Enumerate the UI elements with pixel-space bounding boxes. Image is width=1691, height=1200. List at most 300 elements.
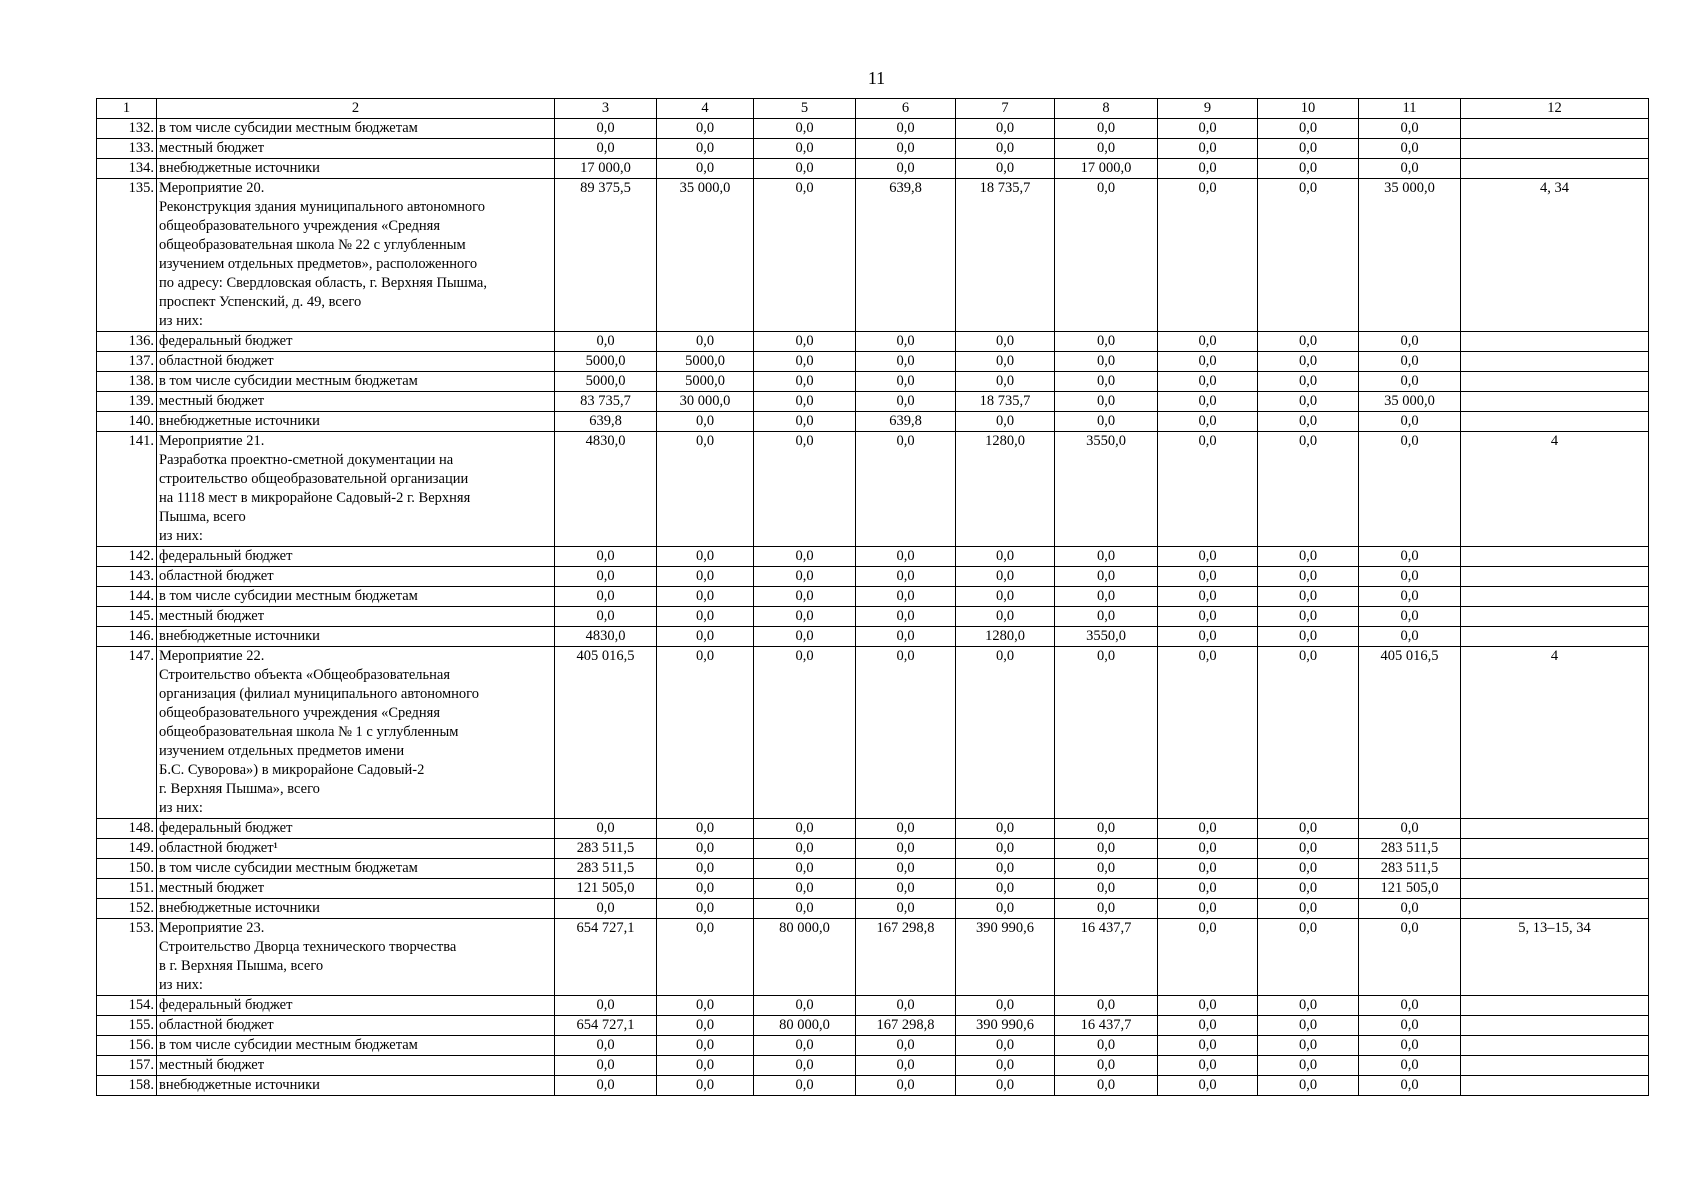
value-cell: 167 298,8: [856, 1016, 956, 1036]
value-cell: 0,0: [956, 819, 1055, 839]
value-cell: 0,0: [1055, 607, 1158, 627]
row-description: [157, 1076, 555, 1096]
value-cell: 0,0: [1258, 859, 1359, 879]
description-line: в том числе субсидии местным бюджетам: [159, 588, 418, 604]
value-cell: 639,8: [856, 179, 956, 332]
value-cell: 0,0: [1258, 547, 1359, 567]
table-row: [97, 587, 1649, 607]
column-header: 7: [956, 99, 1055, 119]
value-cell: 0,0: [1158, 332, 1258, 352]
row-description: [157, 996, 555, 1016]
value-cell: 16 437,7: [1055, 919, 1158, 996]
description-line: федеральный бюджет: [159, 333, 293, 349]
value-cell: 0,0: [1258, 332, 1359, 352]
value-cell: 0,0: [657, 627, 754, 647]
column-header: 3: [555, 99, 657, 119]
value-cell: 0,0: [856, 587, 956, 607]
table-row: [97, 372, 1649, 392]
column-number-row: [97, 99, 1649, 119]
value-cell: 0,0: [856, 879, 956, 899]
value-cell: 0,0: [956, 859, 1055, 879]
description-line: местный бюджет: [159, 393, 265, 409]
value-cell: 0,0: [1258, 392, 1359, 412]
value-cell: 0,0: [1258, 1056, 1359, 1076]
value-cell: 0,0: [1359, 1056, 1461, 1076]
description-line: из них:: [159, 313, 203, 329]
target-indicator-numbers: [1461, 996, 1649, 1016]
table-row: [97, 412, 1649, 432]
table-row: [97, 819, 1649, 839]
value-cell: 0,0: [1055, 119, 1158, 139]
value-cell: 0,0: [956, 996, 1055, 1016]
value-cell: 0,0: [1359, 372, 1461, 392]
value-cell: 0,0: [1359, 1036, 1461, 1056]
value-cell: 0,0: [657, 607, 754, 627]
value-cell: 0,0: [754, 1056, 856, 1076]
value-cell: 0,0: [1158, 996, 1258, 1016]
row-number: 139.: [97, 392, 157, 412]
value-cell: 0,0: [657, 879, 754, 899]
target-indicator-numbers: [1461, 159, 1649, 179]
value-cell: 0,0: [1258, 819, 1359, 839]
value-cell: 0,0: [754, 819, 856, 839]
column-header: 11: [1359, 99, 1461, 119]
table-row: [97, 332, 1649, 352]
value-cell: 0,0: [956, 159, 1055, 179]
value-cell: 0,0: [657, 1056, 754, 1076]
value-cell: 0,0: [856, 567, 956, 587]
value-cell: 4830,0: [555, 627, 657, 647]
row-description: [157, 179, 555, 332]
value-cell: 0,0: [1359, 352, 1461, 372]
value-cell: 0,0: [754, 839, 856, 859]
value-cell: 0,0: [1359, 587, 1461, 607]
value-cell: 0,0: [1055, 179, 1158, 332]
table-row: [97, 392, 1649, 412]
value-cell: 0,0: [1158, 607, 1258, 627]
value-cell: 0,0: [1158, 352, 1258, 372]
row-description: [157, 159, 555, 179]
row-description: [157, 919, 555, 996]
value-cell: 0,0: [1359, 412, 1461, 432]
value-cell: 0,0: [1359, 899, 1461, 919]
target-indicator-numbers: [1461, 627, 1649, 647]
value-cell: 0,0: [856, 819, 956, 839]
table-row: [97, 996, 1649, 1016]
row-description: [157, 119, 555, 139]
column-header: 6: [856, 99, 956, 119]
value-cell: 0,0: [1359, 119, 1461, 139]
description-line: строительство общеобразовательной организации: [159, 471, 469, 487]
value-cell: 0,0: [1258, 996, 1359, 1016]
row-description: [157, 332, 555, 352]
value-cell: 0,0: [1158, 372, 1258, 392]
value-cell: 0,0: [1158, 392, 1258, 412]
value-cell: 0,0: [555, 547, 657, 567]
value-cell: 0,0: [856, 332, 956, 352]
value-cell: 0,0: [1055, 567, 1158, 587]
row-description: [157, 1016, 555, 1036]
row-description: [157, 879, 555, 899]
value-cell: 0,0: [1258, 352, 1359, 372]
value-cell: 167 298,8: [856, 919, 956, 996]
value-cell: 0,0: [1158, 919, 1258, 996]
description-line: внебюджетные источники: [159, 1077, 320, 1093]
value-cell: 0,0: [1158, 819, 1258, 839]
description-line: Строительство объекта «Общеобразовательная: [159, 667, 451, 683]
value-cell: 0,0: [856, 627, 956, 647]
description-line: г. Верхняя Пышма», всего: [159, 781, 320, 797]
value-cell: 0,0: [754, 996, 856, 1016]
value-cell: 0,0: [1359, 607, 1461, 627]
row-description: [157, 1056, 555, 1076]
value-cell: 0,0: [956, 1076, 1055, 1096]
value-cell: 0,0: [956, 587, 1055, 607]
description-line: общеобразовательного учреждения «Средняя: [159, 705, 441, 721]
value-cell: 0,0: [754, 432, 856, 547]
row-description: [157, 627, 555, 647]
value-cell: 0,0: [1258, 879, 1359, 899]
value-cell: 0,0: [1359, 159, 1461, 179]
value-cell: 18 735,7: [956, 392, 1055, 412]
value-cell: 3550,0: [1055, 432, 1158, 547]
value-cell: 0,0: [1359, 919, 1461, 996]
table-row: [97, 879, 1649, 899]
value-cell: 0,0: [1158, 859, 1258, 879]
value-cell: 0,0: [1055, 859, 1158, 879]
description-line: Разработка проектно-сметной документации на: [159, 452, 454, 468]
value-cell: 0,0: [1055, 412, 1158, 432]
description-line: изучением отдельных предметов», расположенного: [159, 256, 478, 272]
value-cell: 0,0: [956, 899, 1055, 919]
value-cell: 0,0: [1158, 1036, 1258, 1056]
value-cell: 639,8: [555, 412, 657, 432]
value-cell: 0,0: [657, 159, 754, 179]
value-cell: 0,0: [1359, 996, 1461, 1016]
table-body: [97, 99, 1649, 1096]
row-number: 156.: [97, 1036, 157, 1056]
row-number: 144.: [97, 587, 157, 607]
value-cell: 0,0: [657, 859, 754, 879]
value-cell: 0,0: [754, 332, 856, 352]
value-cell: 0,0: [1258, 1016, 1359, 1036]
value-cell: 0,0: [1158, 139, 1258, 159]
value-cell: 0,0: [754, 567, 856, 587]
value-cell: 0,0: [1158, 647, 1258, 819]
value-cell: 0,0: [956, 372, 1055, 392]
value-cell: 80 000,0: [754, 919, 856, 996]
value-cell: 0,0: [1258, 1076, 1359, 1096]
table-row: [97, 547, 1649, 567]
description-line: в том числе субсидии местным бюджетам: [159, 373, 418, 389]
value-cell: 0,0: [1055, 587, 1158, 607]
row-number: 155.: [97, 1016, 157, 1036]
target-indicator-numbers: [1461, 859, 1649, 879]
value-cell: 0,0: [754, 547, 856, 567]
value-cell: 89 375,5: [555, 179, 657, 332]
table-row: [97, 1036, 1649, 1056]
value-cell: 0,0: [555, 119, 657, 139]
value-cell: 0,0: [754, 647, 856, 819]
row-description: [157, 839, 555, 859]
value-cell: 0,0: [657, 547, 754, 567]
value-cell: 0,0: [1359, 547, 1461, 567]
description-line: местный бюджет: [159, 608, 265, 624]
value-cell: 0,0: [956, 839, 1055, 859]
row-number: 142.: [97, 547, 157, 567]
value-cell: 0,0: [1359, 1076, 1461, 1096]
value-cell: 654 727,1: [555, 1016, 657, 1036]
value-cell: 0,0: [555, 567, 657, 587]
target-indicator-numbers: [1461, 547, 1649, 567]
value-cell: 0,0: [1258, 607, 1359, 627]
value-cell: 0,0: [1258, 139, 1359, 159]
row-number: 146.: [97, 627, 157, 647]
value-cell: 0,0: [956, 647, 1055, 819]
value-cell: 0,0: [754, 372, 856, 392]
value-cell: 0,0: [1055, 547, 1158, 567]
target-indicator-numbers: [1461, 332, 1649, 352]
value-cell: 0,0: [555, 1076, 657, 1096]
value-cell: 0,0: [1258, 432, 1359, 547]
description-line: Мероприятие 23.: [159, 920, 265, 936]
value-cell: 0,0: [956, 119, 1055, 139]
value-cell: 0,0: [1158, 179, 1258, 332]
description-line: в г. Верхняя Пышма, всего: [159, 958, 324, 974]
value-cell: 0,0: [1258, 839, 1359, 859]
description-line: внебюджетные источники: [159, 628, 320, 644]
description-line: Мероприятие 20.: [159, 180, 265, 196]
value-cell: 0,0: [856, 372, 956, 392]
row-number: 137.: [97, 352, 157, 372]
target-indicator-numbers: [1461, 1036, 1649, 1056]
value-cell: 283 511,5: [555, 839, 657, 859]
value-cell: 0,0: [754, 899, 856, 919]
description-line: из них:: [159, 800, 203, 816]
description-line: Строительство Дворца технического творчества: [159, 939, 457, 955]
description-line: по адресу: Свердловская область, г. Верхняя Пышма,: [159, 275, 487, 291]
value-cell: 0,0: [1258, 587, 1359, 607]
value-cell: 0,0: [1055, 1056, 1158, 1076]
row-number: 150.: [97, 859, 157, 879]
value-cell: 283 511,5: [555, 859, 657, 879]
value-cell: 0,0: [1055, 352, 1158, 372]
target-indicator-numbers: [1461, 352, 1649, 372]
row-number: 154.: [97, 996, 157, 1016]
value-cell: 0,0: [856, 159, 956, 179]
value-cell: 0,0: [754, 1036, 856, 1056]
value-cell: 0,0: [754, 607, 856, 627]
value-cell: 0,0: [1258, 919, 1359, 996]
target-indicator-numbers: [1461, 1016, 1649, 1036]
value-cell: 0,0: [1158, 879, 1258, 899]
value-cell: 0,0: [956, 567, 1055, 587]
table-row: [97, 899, 1649, 919]
value-cell: 0,0: [1258, 372, 1359, 392]
row-description: [157, 1036, 555, 1056]
value-cell: 0,0: [856, 839, 956, 859]
value-cell: 0,0: [1158, 412, 1258, 432]
value-cell: 0,0: [754, 412, 856, 432]
value-cell: 35 000,0: [1359, 179, 1461, 332]
target-indicator-numbers: 5, 13–15, 34: [1461, 919, 1649, 996]
value-cell: 0,0: [1055, 392, 1158, 412]
value-cell: 0,0: [856, 547, 956, 567]
description-line: местный бюджет: [159, 140, 265, 156]
description-line: изучением отдельных предметов имени: [159, 743, 405, 759]
table-row: [97, 1056, 1649, 1076]
row-number: 158.: [97, 1076, 157, 1096]
description-line: внебюджетные источники: [159, 900, 320, 916]
value-cell: 0,0: [1258, 899, 1359, 919]
value-cell: 121 505,0: [1359, 879, 1461, 899]
description-line: областной бюджет¹: [159, 840, 278, 856]
value-cell: 0,0: [1359, 1016, 1461, 1036]
value-cell: 0,0: [754, 179, 856, 332]
description-line: местный бюджет: [159, 880, 265, 896]
value-cell: 0,0: [754, 859, 856, 879]
value-cell: 0,0: [1158, 627, 1258, 647]
value-cell: 0,0: [1055, 372, 1158, 392]
row-description: [157, 139, 555, 159]
value-cell: 1280,0: [956, 432, 1055, 547]
target-indicator-numbers: [1461, 1076, 1649, 1096]
value-cell: 654 727,1: [555, 919, 657, 996]
value-cell: 283 511,5: [1359, 839, 1461, 859]
value-cell: 0,0: [555, 1056, 657, 1076]
description-line: областной бюджет: [159, 353, 274, 369]
target-indicator-numbers: [1461, 567, 1649, 587]
table-row: [97, 567, 1649, 587]
column-header: 2: [157, 99, 555, 119]
row-description: [157, 819, 555, 839]
value-cell: 0,0: [1158, 547, 1258, 567]
value-cell: 0,0: [1055, 899, 1158, 919]
value-cell: 0,0: [754, 392, 856, 412]
row-number: 136.: [97, 332, 157, 352]
value-cell: 0,0: [1359, 139, 1461, 159]
row-number: 140.: [97, 412, 157, 432]
description-line: внебюджетные источники: [159, 160, 320, 176]
value-cell: 17 000,0: [1055, 159, 1158, 179]
row-description: [157, 412, 555, 432]
value-cell: 0,0: [1055, 332, 1158, 352]
value-cell: 0,0: [1158, 159, 1258, 179]
description-line: областной бюджет: [159, 568, 274, 584]
row-number: 145.: [97, 607, 157, 627]
description-line: проспект Успенский, д. 49, всего: [159, 294, 362, 310]
value-cell: 0,0: [657, 432, 754, 547]
value-cell: 283 511,5: [1359, 859, 1461, 879]
value-cell: 0,0: [1158, 567, 1258, 587]
value-cell: 0,0: [657, 567, 754, 587]
target-indicator-numbers: 4: [1461, 647, 1649, 819]
value-cell: 0,0: [1158, 1076, 1258, 1096]
value-cell: 0,0: [657, 819, 754, 839]
budget-table: [96, 98, 1649, 1096]
value-cell: 0,0: [1258, 1036, 1359, 1056]
row-number: 153.: [97, 919, 157, 996]
row-number: 147.: [97, 647, 157, 819]
value-cell: 18 735,7: [956, 179, 1055, 332]
row-description: [157, 432, 555, 547]
value-cell: 0,0: [1055, 996, 1158, 1016]
value-cell: 0,0: [555, 899, 657, 919]
value-cell: 0,0: [657, 412, 754, 432]
value-cell: 0,0: [1258, 627, 1359, 647]
description-line: федеральный бюджет: [159, 997, 293, 1013]
row-description: [157, 647, 555, 819]
row-number: 135.: [97, 179, 157, 332]
target-indicator-numbers: [1461, 607, 1649, 627]
value-cell: 405 016,5: [555, 647, 657, 819]
column-header: 10: [1258, 99, 1359, 119]
table-row: [97, 839, 1649, 859]
value-cell: 0,0: [856, 899, 956, 919]
description-line: местный бюджет: [159, 1057, 265, 1073]
value-cell: 0,0: [956, 879, 1055, 899]
row-description: [157, 899, 555, 919]
value-cell: 35 000,0: [657, 179, 754, 332]
value-cell: 0,0: [1055, 819, 1158, 839]
value-cell: 0,0: [956, 139, 1055, 159]
value-cell: 4830,0: [555, 432, 657, 547]
description-line: в том числе субсидии местным бюджетам: [159, 120, 418, 136]
value-cell: 5000,0: [555, 352, 657, 372]
value-cell: 0,0: [956, 412, 1055, 432]
table-row: [97, 1076, 1649, 1096]
row-description: [157, 352, 555, 372]
column-header: 8: [1055, 99, 1158, 119]
value-cell: 5000,0: [555, 372, 657, 392]
value-cell: 0,0: [856, 119, 956, 139]
value-cell: 0,0: [1055, 879, 1158, 899]
value-cell: 16 437,7: [1055, 1016, 1158, 1036]
description-line: из них:: [159, 528, 203, 544]
value-cell: 0,0: [1158, 119, 1258, 139]
target-indicator-numbers: [1461, 139, 1649, 159]
value-cell: 17 000,0: [555, 159, 657, 179]
value-cell: 0,0: [754, 139, 856, 159]
value-cell: 0,0: [856, 647, 956, 819]
description-line: федеральный бюджет: [159, 548, 293, 564]
value-cell: 0,0: [1258, 159, 1359, 179]
value-cell: 0,0: [754, 879, 856, 899]
value-cell: 30 000,0: [657, 392, 754, 412]
description-line: Мероприятие 22.: [159, 648, 265, 664]
value-cell: 0,0: [754, 119, 856, 139]
value-cell: 0,0: [856, 1076, 956, 1096]
row-description: [157, 372, 555, 392]
column-header: 1: [97, 99, 157, 119]
row-description: [157, 392, 555, 412]
value-cell: 0,0: [856, 352, 956, 372]
value-cell: 0,0: [555, 819, 657, 839]
description-line: федеральный бюджет: [159, 820, 293, 836]
row-description: [157, 567, 555, 587]
row-number: 143.: [97, 567, 157, 587]
value-cell: 0,0: [555, 332, 657, 352]
value-cell: 0,0: [1359, 332, 1461, 352]
table-row: [97, 1016, 1649, 1036]
value-cell: 0,0: [555, 587, 657, 607]
row-number: 149.: [97, 839, 157, 859]
value-cell: 0,0: [657, 332, 754, 352]
value-cell: 0,0: [657, 1016, 754, 1036]
value-cell: 0,0: [657, 899, 754, 919]
value-cell: 0,0: [956, 332, 1055, 352]
target-indicator-numbers: [1461, 587, 1649, 607]
